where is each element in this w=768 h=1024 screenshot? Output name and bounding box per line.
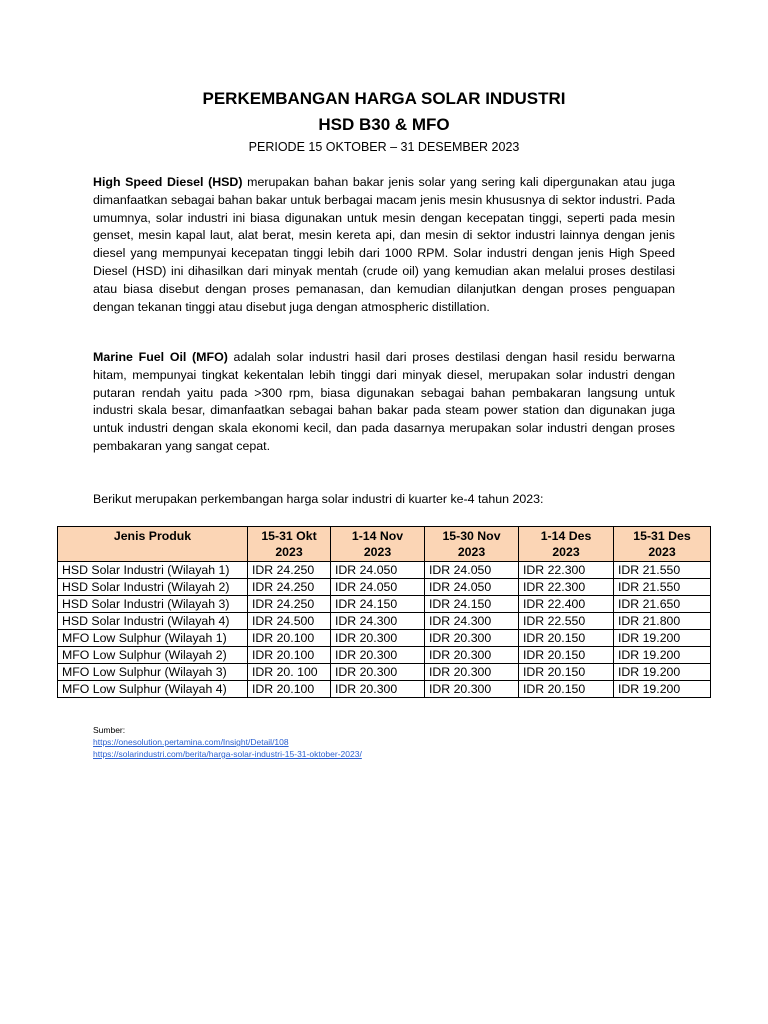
price-cell: IDR 24.150 — [331, 596, 425, 613]
source-link[interactable]: https://solarindustri.com/berita/harga-solar-industri-15-31-oktober-2023/ — [93, 749, 362, 759]
sources-block — [93, 724, 362, 760]
header-period: 1-14 Nov 2023 — [331, 527, 425, 562]
price-cell: IDR 21.550 — [614, 562, 711, 579]
product-cell: HSD Solar Industri (Wilayah 1) — [58, 562, 248, 579]
price-cell: IDR 24.300 — [331, 613, 425, 630]
paragraph-text: adalah solar industri hasil dari proses destilasi dengan hasil residu berwarna hitam, mempunyai tingkat kekentalan lebih tinggi dari minyak diesel, merupakan solar industri dengan putaran rendah yaitu pada >300 rpm, biasa digunakan sebagai bahan pembakaran langsung untuk industri skala besar, dimanfaatkan sebagai bahan bakar pada steam power station dan digunakan juga untuk industri dengan skala ekonomi kecil, dan pada dasarnya merupakan solar industri dengan proses pembakaran yang sangat cepat. — [93, 350, 675, 453]
price-cell: IDR 20.150 — [519, 647, 614, 664]
header-product: Jenis Produk — [58, 527, 248, 562]
table-row — [58, 579, 711, 596]
paragraph-hsd — [93, 174, 675, 316]
table-row — [58, 664, 711, 681]
price-cell: IDR 22.400 — [519, 596, 614, 613]
price-cell: IDR 24.050 — [425, 579, 519, 596]
product-cell: MFO Low Sulphur (Wilayah 1) — [58, 630, 248, 647]
paragraph-lead: Marine Fuel Oil (MFO) — [93, 350, 228, 364]
price-cell: IDR 24.300 — [425, 613, 519, 630]
price-cell: IDR 20.100 — [248, 681, 331, 698]
price-cell: IDR 20.300 — [331, 664, 425, 681]
product-cell: HSD Solar Industri (Wilayah 4) — [58, 613, 248, 630]
header-period: 15-31 Okt 2023 — [248, 527, 331, 562]
price-cell: IDR 20.100 — [248, 630, 331, 647]
price-cell: IDR 24.150 — [425, 596, 519, 613]
paragraph-text: merupakan bahan bakar jenis solar yang sering kali dipergunakan atau juga dimanfaatkan sebagai bahan bakar untuk berbagai macam jenis mesin khususnya di sektor industri. Pada umumnya, solar industri ini biasa digunakan untuk mesin dengan kecepatan tinggi, seperti pada mesin genset, mesin kapal laut, alat berat, mesin kereta api, dan mesin di sektor industri lainnya dengan jenis diesel yang mempunyai kecepatan tinggi lebih dari 1000 RPM. Solar industri dengan jenis High Speed Diesel (HSD) ini dihasilkan dari minyak mentah (crude oil) yang kemudian akan melalui proses destilasi atau biasa disebut dengan proses pemanasan, dan kemudian dilanjutkan dengan proses penguapan dengan tekanan tinggi atau disebut juga dengan atmospheric distillation. — [93, 175, 675, 314]
price-cell: IDR 20.150 — [519, 630, 614, 647]
price-cell: IDR 20.300 — [425, 664, 519, 681]
table-row — [58, 681, 711, 698]
price-cell: IDR 20.150 — [519, 664, 614, 681]
price-cell: IDR 22.300 — [519, 562, 614, 579]
header-period: 15-31 Des 2023 — [614, 527, 711, 562]
price-cell: IDR 20.300 — [331, 647, 425, 664]
price-cell: IDR 24.050 — [425, 562, 519, 579]
price-cell: IDR 20.300 — [331, 681, 425, 698]
table-row — [58, 613, 711, 630]
price-cell: IDR 22.550 — [519, 613, 614, 630]
price-cell: IDR 22.300 — [519, 579, 614, 596]
price-cell: IDR 21.650 — [614, 596, 711, 613]
price-cell: IDR 24.500 — [248, 613, 331, 630]
price-cell: IDR 20.100 — [248, 647, 331, 664]
product-cell: MFO Low Sulphur (Wilayah 3) — [58, 664, 248, 681]
table-row — [58, 630, 711, 647]
price-cell: IDR 24.250 — [248, 562, 331, 579]
price-cell: IDR 19.200 — [614, 664, 711, 681]
table-row — [58, 562, 711, 579]
price-cell: IDR 21.800 — [614, 613, 711, 630]
document-title: PERKEMBANGAN HARGA SOLAR INDUSTRI — [202, 89, 566, 108]
table-header-row — [58, 527, 711, 562]
price-cell: IDR 19.200 — [614, 681, 711, 698]
price-cell: IDR 20.300 — [425, 681, 519, 698]
price-cell: IDR 19.200 — [614, 647, 711, 664]
price-cell: IDR 20.300 — [425, 647, 519, 664]
paragraph-lead: High Speed Diesel (HSD) — [93, 175, 243, 189]
price-cell: IDR 24.050 — [331, 562, 425, 579]
source-link[interactable]: https://onesolution.pertamina.com/Insight/Detail/108 — [93, 737, 289, 747]
price-cell: IDR 20.300 — [425, 630, 519, 647]
paragraph-mfo — [93, 349, 675, 456]
sources-label: Sumber: — [93, 725, 126, 735]
price-cell: IDR 19.200 — [614, 630, 711, 647]
table-intro: Berikut merupakan perkembangan harga solar industri di kuarter ke-4 tahun 2023: — [93, 492, 544, 506]
product-cell: MFO Low Sulphur (Wilayah 4) — [58, 681, 248, 698]
period-label: PERIODE 15 OKTOBER – 31 DESEMBER 2023 — [248, 140, 520, 154]
price-cell: IDR 24.250 — [248, 596, 331, 613]
price-cell: IDR 20.300 — [331, 630, 425, 647]
product-cell: HSD Solar Industri (Wilayah 3) — [58, 596, 248, 613]
table-row — [58, 596, 711, 613]
product-cell: HSD Solar Industri (Wilayah 2) — [58, 579, 248, 596]
price-cell: IDR 20.150 — [519, 681, 614, 698]
price-cell: IDR 20. 100 — [248, 664, 331, 681]
document-subtitle: HSD B30 & MFO — [318, 115, 450, 134]
table-row — [58, 647, 711, 664]
price-cell: IDR 24.250 — [248, 579, 331, 596]
header-period: 1-14 Des 2023 — [519, 527, 614, 562]
price-table — [57, 526, 711, 698]
header-period: 15-30 Nov 2023 — [425, 527, 519, 562]
price-cell: IDR 21.550 — [614, 579, 711, 596]
price-cell: IDR 24.050 — [331, 579, 425, 596]
product-cell: MFO Low Sulphur (Wilayah 2) — [58, 647, 248, 664]
